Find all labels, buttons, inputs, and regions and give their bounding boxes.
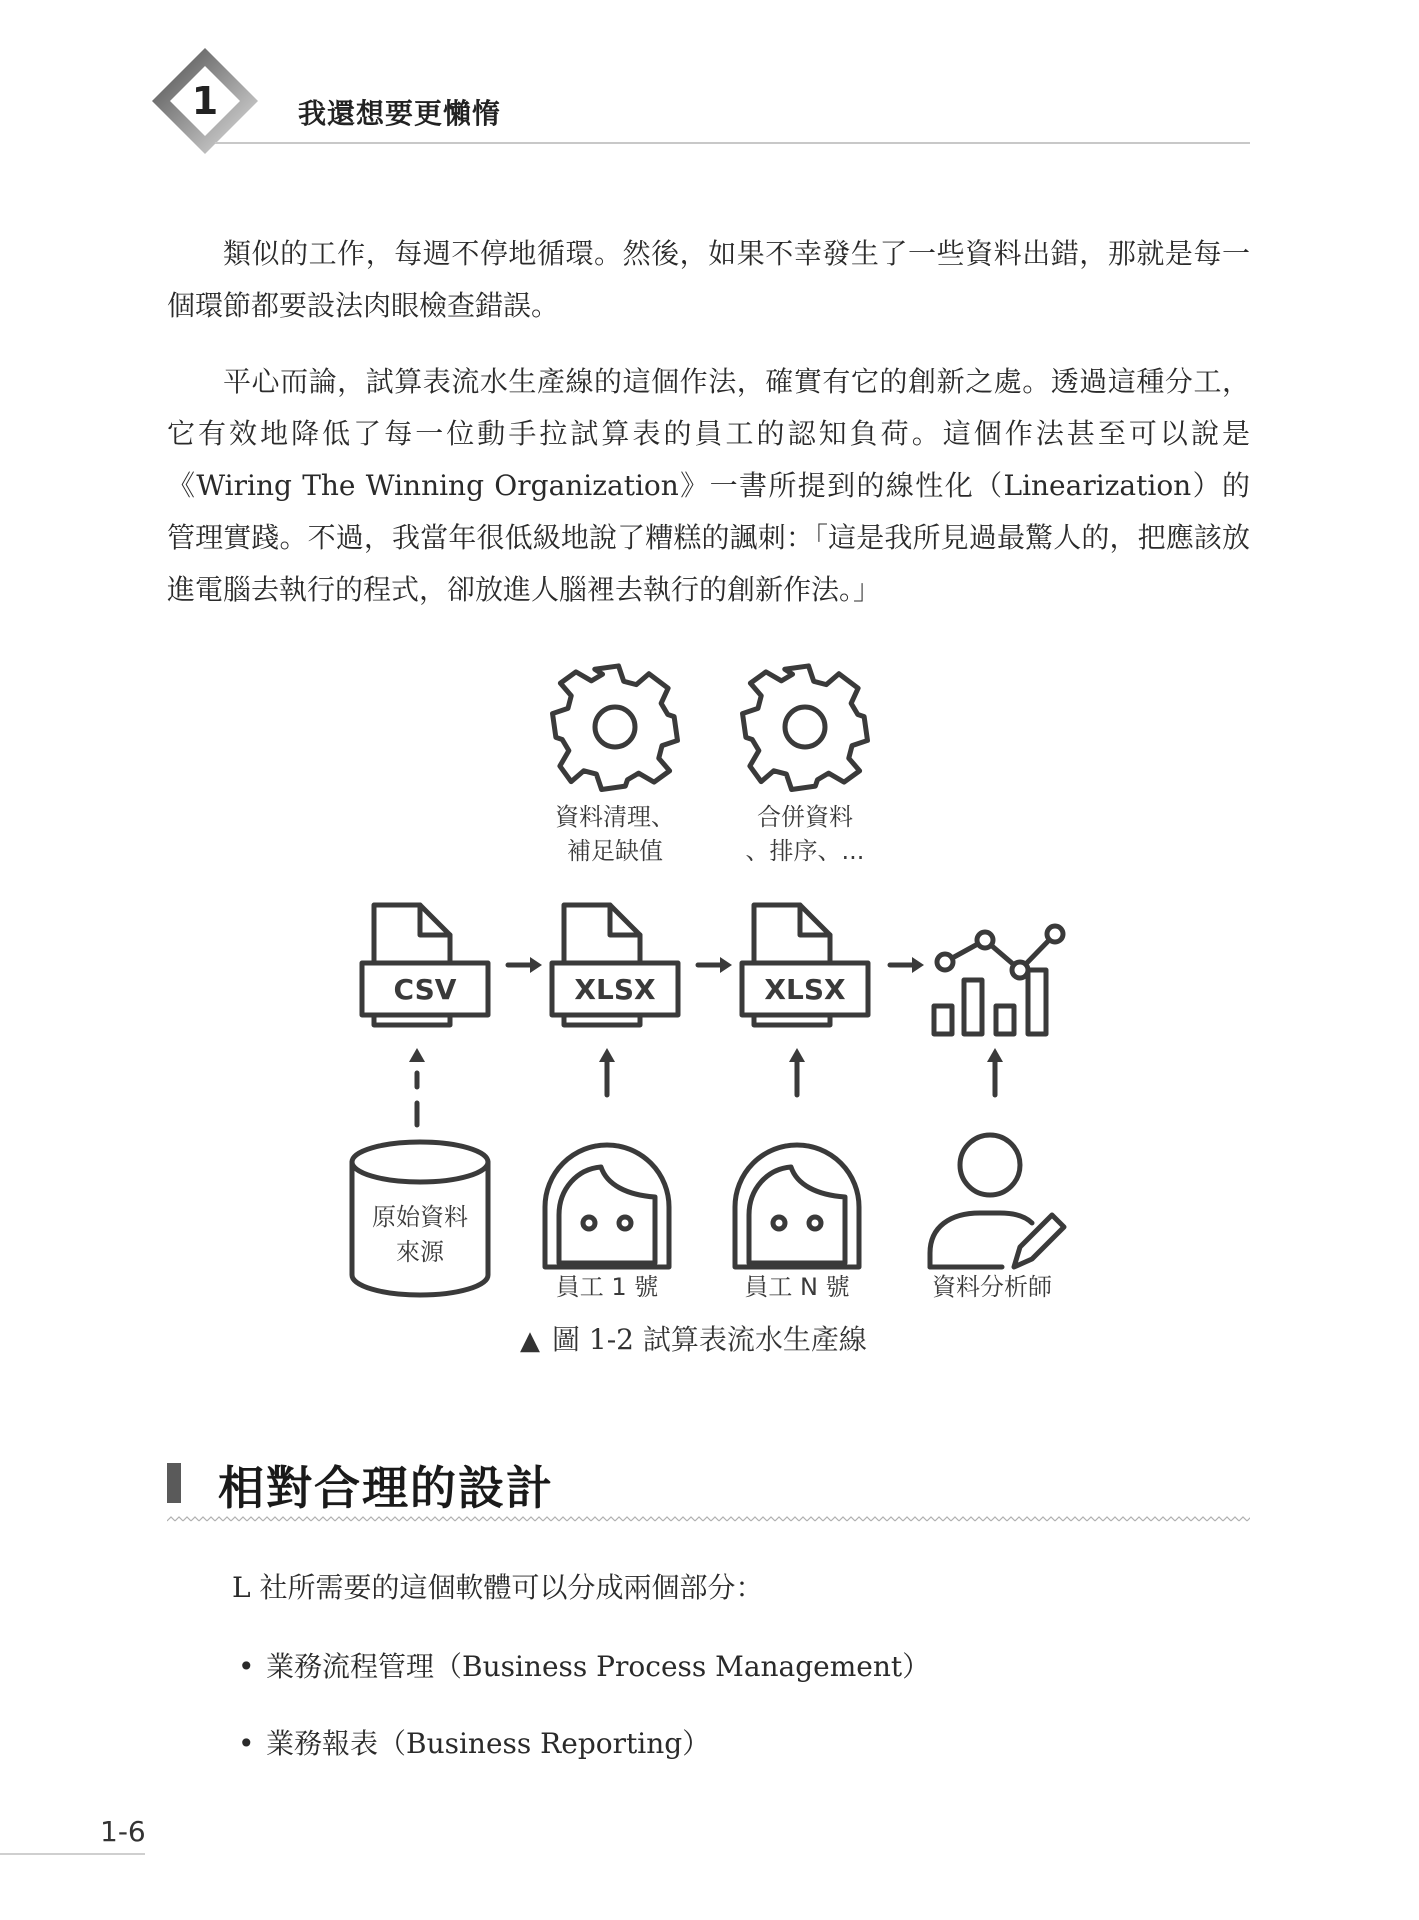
database-icon [352,1142,488,1295]
gear-icon [547,659,683,795]
caption-triangle-icon: ▲ [520,1326,540,1356]
file-extension-label: CSV [393,973,457,1006]
list-item-text: 業務流程管理（Business Process Management） [266,1650,931,1683]
gear2-label-line1: 合併資料 [757,803,853,831]
gear2-label-line2: 、排序、... [745,837,865,865]
database-label-line1: 原始資料 [372,1203,468,1231]
footer-rule [0,1853,145,1855]
chapter-number: 1 [191,79,219,123]
xlsx-file-icon [552,905,678,1025]
section-title: 相對合理的設計 [218,1461,554,1515]
chart-icon [934,926,1063,1034]
header-divider [215,142,1250,144]
figure-caption [520,1318,867,1358]
body-paragraph-2 [167,356,1250,616]
bullet-icon: • [238,1727,255,1760]
arrow-right-icon [698,957,732,973]
employee-n-label: 員工 N 號 [744,1273,850,1300]
body-paragraph-1 [167,228,1250,332]
page-number: 1-6 [100,1815,146,1848]
arrow-up-icon [987,1048,1003,1095]
xlsx-file-icon [742,905,868,1025]
bullet-icon: • [238,1650,255,1683]
employee-face-icon [735,1145,859,1267]
gear1-label-line1: 資料清理、 [555,803,675,831]
employee-face-icon [545,1145,669,1267]
analyst-label: 資料分析師 [932,1273,1052,1300]
paragraph-text: 平心而論，試算表流水生產線的這個作法，確實有它的創新之處。透過這種分工，它有效地降低了每一位動手拉試算表的員工的認知負荷。這個作法甚至可以說是《Wiring The Winning Organization》一書所提到的線性化（Linearization）的管理實踐。不過，我當年很低級地說了糟糕的諷刺：「這是我所見過最驚人的，把應該放進電腦去執行的程式，卻放進人腦裡去執行的創新作法。」 [167,365,1250,606]
file-extension-label: XLSX [574,973,656,1006]
gear1-label-line2: 補足缺值 [567,837,663,865]
chapter-badge [150,46,260,156]
csv-file-icon [362,905,488,1025]
pipeline-diagram [340,655,1070,1300]
list-item [238,1722,710,1762]
database-label-line2: 來源 [396,1238,444,1266]
arrow-right-icon [890,957,924,973]
caption-text: 圖 1-2 試算表流水生產線 [552,1323,867,1356]
arrow-up-icon [599,1048,615,1095]
list-item [238,1645,930,1685]
chapter-title: 我還想要更懶惰 [298,97,502,130]
list-item-text: 業務報表（Business Reporting） [266,1727,711,1760]
section-divider [167,1516,1250,1522]
paragraph-text: 類似的工作，每週不停地循環。然後，如果不幸發生了一些資料出錯，那就是每一個環節都要設法肉眼檢查錯誤。 [167,237,1250,322]
section-marker [167,1463,181,1503]
arrow-up-icon [789,1048,805,1095]
gear-icon [737,659,873,795]
arrow-right-icon [508,957,542,973]
dashed-arrow-up-icon [409,1048,425,1125]
employee-1-label: 員工 1 號 [555,1273,659,1300]
analyst-icon [930,1135,1064,1267]
file-extension-label: XLSX [764,973,846,1006]
section-lead: L 社所需要的這個軟體可以分成兩個部分： [232,1571,764,1604]
